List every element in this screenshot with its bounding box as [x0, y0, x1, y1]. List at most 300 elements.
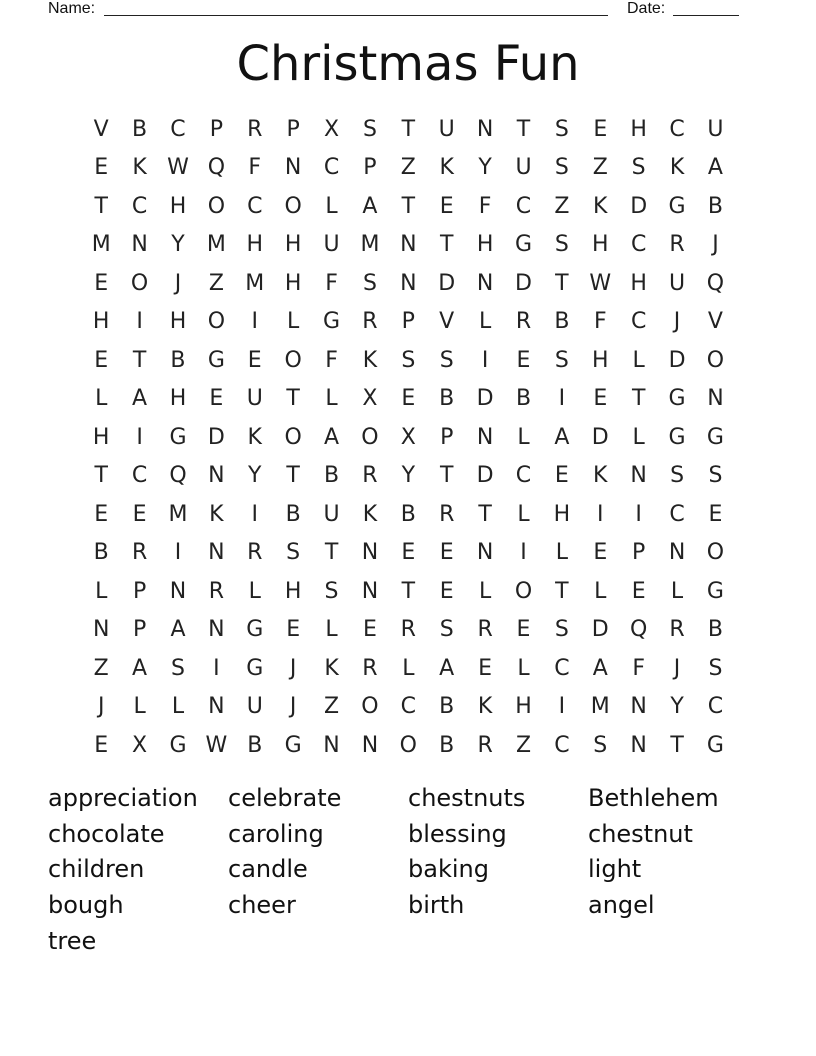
word-list-item: chocolate [48, 819, 165, 848]
grid-letter[interactable]: H [284, 270, 302, 296]
grid-letter[interactable]: S [362, 270, 377, 296]
grid-letter[interactable]: A [707, 155, 723, 181]
grid-letter[interactable]: C [554, 732, 570, 758]
grid-letter[interactable]: M [168, 501, 188, 527]
grid-letter[interactable]: E [708, 501, 723, 527]
grid-letter[interactable]: B [707, 193, 723, 219]
grid-letter[interactable]: N [284, 155, 302, 181]
grid-letter[interactable]: H [169, 386, 187, 412]
grid-letter[interactable]: L [95, 386, 108, 412]
grid-letter[interactable]: L [478, 578, 492, 604]
grid-letter[interactable]: G [323, 309, 341, 335]
grid-letter[interactable]: P [401, 309, 415, 335]
grid-letter[interactable]: J [289, 655, 297, 681]
grid-letter[interactable]: B [515, 386, 532, 412]
grid-letter[interactable]: T [94, 463, 108, 489]
grid-letter[interactable]: J [289, 694, 297, 720]
grid-letter[interactable]: L [171, 694, 185, 720]
grid-letter[interactable]: C [400, 694, 416, 720]
grid-letter[interactable]: P [132, 578, 147, 604]
grid-letter[interactable]: V [93, 116, 109, 142]
grid-letter[interactable]: M [590, 694, 610, 720]
grid-letter[interactable]: Z [554, 193, 570, 219]
grid-letter[interactable]: E [593, 540, 608, 566]
grid-letter[interactable]: O [361, 424, 379, 450]
word-list-item: bough [48, 891, 124, 920]
grid-letter[interactable]: I [558, 694, 566, 720]
grid-letter[interactable]: H [553, 501, 571, 527]
grid-letter[interactable]: C [630, 309, 647, 335]
grid-letter[interactable]: H [169, 309, 187, 335]
grid-letter[interactable]: G [706, 578, 724, 604]
grid-letter[interactable]: T [555, 270, 569, 296]
grid-letter[interactable]: P [440, 424, 454, 450]
grid-letter[interactable]: F [478, 193, 492, 219]
grid-letter[interactable]: W [205, 732, 228, 758]
grid-letter[interactable]: R [247, 116, 263, 142]
grid-letter[interactable]: D [207, 424, 225, 450]
grid-letter[interactable]: J [673, 655, 681, 681]
grid-letter[interactable]: O [706, 347, 725, 373]
grid-letter[interactable]: G [246, 655, 264, 681]
grid-letter[interactable]: O [514, 578, 533, 604]
grid-letter[interactable]: A [554, 424, 570, 450]
grid-letter[interactable]: T [670, 732, 684, 758]
grid-letter[interactable]: E [94, 270, 109, 296]
grid-letter[interactable]: B [400, 501, 416, 527]
grid-letter[interactable]: Y [670, 694, 684, 720]
grid-letter[interactable]: L [402, 655, 415, 681]
grid-letter[interactable]: H [246, 232, 264, 258]
grid-letter[interactable]: I [251, 309, 258, 335]
grid-letter[interactable]: E [439, 193, 454, 219]
grid-letter[interactable]: U [707, 116, 724, 142]
grid-letter[interactable]: G [706, 424, 724, 450]
grid-letter[interactable]: T [439, 463, 454, 489]
word-list-item: light [588, 855, 642, 884]
grid-letter[interactable]: N [208, 463, 225, 489]
grid-letter[interactable]: O [207, 193, 226, 219]
grid-letter[interactable]: K [477, 694, 493, 720]
grid-letter[interactable]: C [630, 232, 647, 258]
grid-letter[interactable]: E [631, 578, 646, 604]
grid-letter[interactable]: N [361, 540, 379, 566]
grid-letter[interactable]: N [208, 694, 225, 720]
grid-letter[interactable]: T [516, 116, 531, 142]
grid-letter[interactable]: X [132, 732, 148, 758]
grid-letter[interactable]: T [401, 116, 416, 142]
grid-letter[interactable]: S [670, 463, 685, 489]
grid-letter[interactable]: G [668, 193, 686, 219]
grid-letter[interactable]: E [94, 155, 109, 181]
grid-letter[interactable]: R [247, 540, 263, 566]
grid-letter[interactable]: I [635, 501, 642, 527]
grid-letter[interactable]: B [439, 694, 455, 720]
grid-letter[interactable]: E [516, 617, 531, 643]
grid-letter[interactable]: I [597, 501, 604, 527]
grid-letter[interactable]: G [169, 424, 187, 450]
grid-letter[interactable]: E [516, 347, 531, 373]
grid-letter[interactable]: E [439, 540, 454, 566]
grid-letter[interactable]: N [630, 732, 647, 758]
grid-letter[interactable]: W [589, 270, 612, 296]
grid-letter[interactable]: L [325, 193, 338, 219]
grid-letter[interactable]: R [439, 501, 455, 527]
grid-letter[interactable]: B [323, 463, 340, 489]
grid-letter[interactable]: R [669, 232, 685, 258]
grid-letter[interactable]: J [673, 309, 681, 335]
grid-letter[interactable]: P [632, 540, 646, 566]
date-field-line[interactable] [673, 15, 739, 16]
grid-letter[interactable]: N [630, 694, 647, 720]
grid-letter[interactable]: A [132, 386, 148, 412]
grid-letter[interactable]: D [476, 463, 494, 489]
grid-letter[interactable]: G [169, 732, 187, 758]
grid-letter[interactable]: R [362, 463, 378, 489]
grid-letter[interactable]: U [323, 501, 340, 527]
grid-letter[interactable]: D [668, 347, 686, 373]
grid-letter[interactable]: T [631, 386, 646, 412]
grid-letter[interactable]: L [325, 617, 338, 643]
grid-letter[interactable]: R [515, 309, 532, 335]
grid-letter[interactable]: F [325, 347, 338, 373]
grid-letter[interactable]: P [209, 116, 223, 142]
grid-letter[interactable]: C [707, 694, 724, 720]
grid-letter[interactable]: B [707, 617, 723, 643]
grid-letter[interactable]: K [247, 424, 262, 450]
grid-letter[interactable]: Z [400, 155, 416, 181]
grid-letter[interactable]: C [247, 193, 263, 219]
grid-letter[interactable]: O [284, 424, 302, 450]
grid-letter[interactable]: T [132, 347, 147, 373]
grid-letter[interactable]: L [517, 501, 530, 527]
grid-letter[interactable]: D [515, 270, 532, 296]
grid-letter[interactable]: J [174, 270, 182, 296]
grid-letter[interactable]: R [400, 617, 416, 643]
grid-letter[interactable]: V [439, 309, 455, 335]
grid-letter[interactable]: K [593, 463, 608, 489]
grid-letter[interactable]: Z [324, 694, 340, 720]
word-list-item: candle [228, 855, 308, 884]
grid-letter[interactable]: S [708, 463, 723, 489]
grid-letter[interactable]: L [478, 309, 492, 335]
word-list-item: tree [48, 926, 97, 955]
grid-letter[interactable]: E [401, 540, 416, 566]
grid-letter[interactable]: H [284, 578, 302, 604]
grid-letter[interactable]: E [478, 655, 493, 681]
grid-letter[interactable]: M [206, 232, 226, 258]
grid-letter[interactable]: C [515, 193, 532, 219]
grid-letter[interactable]: X [400, 424, 416, 450]
grid-letter[interactable]: H [169, 193, 187, 219]
grid-letter[interactable]: A [132, 655, 148, 681]
grid-letter[interactable]: Y [248, 463, 262, 489]
grid-letter[interactable]: N [630, 463, 647, 489]
grid-letter[interactable]: N [668, 540, 686, 566]
grid-letter[interactable]: D [438, 270, 456, 296]
grid-letter[interactable]: H [592, 232, 609, 258]
grid-letter[interactable]: T [286, 463, 300, 489]
grid-letter[interactable]: Z [592, 155, 608, 181]
grid-letter[interactable]: A [324, 424, 340, 450]
grid-letter[interactable]: L [517, 424, 530, 450]
grid-letter[interactable]: C [170, 116, 186, 142]
grid-letter[interactable]: U [246, 694, 263, 720]
grid-letter[interactable]: O [706, 540, 725, 566]
grid-letter[interactable]: O [399, 732, 417, 758]
grid-letter[interactable]: K [439, 155, 454, 181]
grid-letter[interactable]: H [630, 270, 647, 296]
grid-letter[interactable]: H [92, 424, 110, 450]
grid-letter[interactable]: Y [401, 463, 416, 489]
grid-letter[interactable]: M [91, 232, 111, 258]
grid-letter[interactable]: E [247, 347, 262, 373]
grid-letter[interactable]: S [286, 540, 301, 566]
grid-letter[interactable]: G [284, 732, 302, 758]
grid-letter[interactable]: N [361, 732, 379, 758]
grid-letter[interactable]: M [360, 232, 380, 258]
grid-letter[interactable]: I [558, 386, 566, 412]
grid-letter[interactable]: J [97, 694, 105, 720]
grid-letter[interactable]: S [439, 617, 454, 643]
grid-letter[interactable]: G [246, 617, 264, 643]
grid-letter[interactable]: T [555, 578, 569, 604]
grid-letter[interactable]: T [324, 540, 339, 566]
grid-letter[interactable]: Z [515, 732, 532, 758]
grid-letter[interactable]: K [362, 347, 378, 373]
grid-letter[interactable]: Y [171, 232, 185, 258]
grid-letter[interactable]: D [630, 193, 648, 219]
grid-letter[interactable]: P [132, 617, 147, 643]
grid-letter[interactable]: L [632, 424, 645, 450]
grid-letter[interactable]: T [439, 232, 454, 258]
name-field-line[interactable] [104, 15, 608, 16]
word-list-item: celebrate [228, 784, 342, 812]
grid-letter[interactable]: L [95, 578, 108, 604]
grid-letter[interactable]: Z [93, 655, 109, 681]
grid-letter[interactable]: T [401, 578, 416, 604]
grid-letter[interactable]: R [131, 540, 148, 566]
grid-letter[interactable]: F [632, 655, 645, 681]
grid-letter[interactable]: O [284, 347, 302, 373]
word-list-item: appreciation [48, 784, 198, 812]
grid-letter[interactable]: C [131, 463, 148, 489]
grid-letter[interactable]: W [167, 155, 189, 181]
grid-letter[interactable]: S [593, 732, 608, 758]
grid-letter[interactable]: S [401, 347, 416, 373]
grid-letter[interactable]: E [132, 501, 147, 527]
grid-letter[interactable]: S [324, 578, 339, 604]
grid-letter[interactable]: D [591, 424, 609, 450]
grid-letter[interactable]: B [247, 732, 263, 758]
grid-letter[interactable]: O [207, 309, 226, 335]
grid-letter[interactable]: S [554, 116, 569, 142]
grid-letter[interactable]: B [554, 309, 570, 335]
grid-letter[interactable]: L [248, 578, 261, 604]
grid-letter[interactable]: E [286, 617, 301, 643]
grid-letter[interactable]: F [248, 155, 262, 181]
grid-letter[interactable]: B [132, 116, 148, 142]
grid-letter[interactable]: H [515, 694, 532, 720]
grid-letter[interactable]: P [363, 155, 377, 181]
grid-letter[interactable]: S [362, 116, 377, 142]
grid-letter[interactable]: O [361, 694, 379, 720]
grid-letter[interactable]: I [251, 501, 258, 527]
grid-letter[interactable]: K [669, 155, 685, 181]
grid-letter[interactable]: A [592, 655, 608, 681]
grid-letter[interactable]: T [401, 193, 416, 219]
grid-letter[interactable]: E [401, 386, 416, 412]
word-list-item: angel [588, 891, 655, 920]
grid-letter[interactable]: E [94, 732, 109, 758]
grid-letter[interactable]: N [400, 270, 417, 296]
grid-letter[interactable]: K [593, 193, 608, 219]
grid-letter[interactable]: F [593, 309, 607, 335]
grid-letter[interactable]: Q [630, 617, 648, 643]
grid-letter[interactable]: R [669, 617, 685, 643]
grid-letter[interactable]: J [712, 232, 719, 258]
grid-letter[interactable]: N [323, 732, 340, 758]
grid-letter[interactable]: N [476, 116, 494, 142]
grid-letter[interactable]: K [209, 501, 224, 527]
grid-letter[interactable]: E [362, 617, 377, 643]
grid-letter[interactable]: N [208, 617, 225, 643]
grid-letter[interactable]: S [708, 655, 723, 681]
grid-letter[interactable]: C [554, 655, 570, 681]
grid-letter[interactable]: C [669, 501, 685, 527]
grid-letter[interactable]: G [706, 732, 724, 758]
grid-letter[interactable]: S [554, 617, 569, 643]
grid-letter[interactable]: C [323, 155, 340, 181]
grid-letter[interactable]: R [362, 309, 378, 335]
grid-letter[interactable]: L [133, 694, 146, 720]
grid-letter[interactable]: X [362, 386, 378, 412]
grid-letter[interactable]: N [169, 578, 187, 604]
grid-letter[interactable]: F [325, 270, 338, 296]
grid-letter[interactable]: P [286, 116, 300, 142]
grid-letter[interactable]: N [476, 424, 494, 450]
grid-letter[interactable]: Y [478, 155, 492, 181]
grid-letter[interactable]: G [207, 347, 225, 373]
grid-letter[interactable]: K [132, 155, 147, 181]
grid-letter[interactable]: I [520, 540, 527, 566]
grid-letter[interactable]: E [94, 347, 109, 373]
grid-letter[interactable]: E [94, 501, 109, 527]
grid-letter[interactable]: N [92, 617, 110, 643]
grid-letter[interactable]: N [131, 232, 148, 258]
grid-letter[interactable]: E [593, 116, 608, 142]
grid-letter[interactable]: M [245, 270, 265, 296]
grid-letter[interactable]: H [476, 232, 494, 258]
grid-letter[interactable]: U [515, 155, 532, 181]
grid-letter[interactable]: L [555, 540, 569, 566]
grid-letter[interactable]: G [514, 232, 533, 258]
grid-letter[interactable]: S [631, 155, 646, 181]
grid-letter[interactable]: C [515, 463, 532, 489]
grid-letter[interactable]: K [324, 655, 339, 681]
grid-letter[interactable]: Q [169, 463, 187, 489]
grid-letter[interactable]: D [591, 617, 609, 643]
grid-letter[interactable]: H [92, 309, 110, 335]
grid-letter[interactable]: D [476, 386, 494, 412]
grid-letter[interactable]: L [632, 347, 645, 373]
grid-letter[interactable]: S [170, 655, 185, 681]
grid-letter[interactable]: E [209, 386, 224, 412]
grid-letter[interactable]: H [592, 347, 609, 373]
grid-letter[interactable]: O [284, 193, 302, 219]
grid-letter[interactable]: U [246, 386, 263, 412]
grid-letter[interactable]: R [362, 655, 378, 681]
grid-letter[interactable]: B [439, 732, 455, 758]
grid-letter[interactable]: Q [207, 155, 226, 181]
grid-letter[interactable]: I [174, 540, 182, 566]
grid-letter[interactable]: U [669, 270, 686, 296]
grid-letter[interactable]: L [325, 386, 338, 412]
grid-letter[interactable]: S [554, 347, 569, 373]
grid-letter[interactable]: G [668, 386, 686, 412]
grid-letter[interactable]: T [286, 386, 300, 412]
grid-letter[interactable]: B [170, 347, 186, 373]
grid-letter[interactable]: G [668, 424, 686, 450]
grid-letter[interactable]: E [554, 463, 569, 489]
grid-letter[interactable]: H [284, 232, 302, 258]
grid-letter[interactable]: N [361, 578, 379, 604]
grid-letter[interactable]: K [362, 501, 378, 527]
grid-letter[interactable]: Q [706, 270, 725, 296]
grid-letter[interactable]: R [477, 617, 493, 643]
grid-letter[interactable]: N [476, 270, 494, 296]
grid-letter[interactable]: N [400, 232, 417, 258]
grid-letter[interactable]: Z [208, 270, 224, 296]
grid-letter[interactable]: N [707, 386, 724, 412]
grid-letter[interactable]: R [208, 578, 225, 604]
grid-letter[interactable]: I [136, 424, 143, 450]
grid-letter[interactable]: U [323, 232, 340, 258]
grid-letter[interactable]: N [208, 540, 225, 566]
grid-letter[interactable]: X [324, 116, 340, 142]
grid-letter[interactable]: A [170, 617, 186, 643]
grid-letter[interactable]: V [707, 309, 723, 335]
grid-letter[interactable]: L [517, 655, 530, 681]
grid-letter[interactable]: I [481, 347, 489, 373]
grid-letter[interactable]: A [439, 655, 455, 681]
grid-letter[interactable]: S [554, 232, 569, 258]
grid-letter[interactable]: E [439, 578, 454, 604]
grid-letter[interactable]: L [287, 309, 300, 335]
grid-letter[interactable]: L [594, 578, 607, 604]
grid-letter[interactable]: O [130, 270, 149, 296]
grid-letter[interactable]: S [439, 347, 454, 373]
grid-letter[interactable]: N [476, 540, 494, 566]
grid-letter[interactable]: T [94, 193, 108, 219]
grid-letter[interactable]: H [630, 116, 647, 142]
grid-letter[interactable]: T [478, 501, 492, 527]
grid-letter[interactable]: R [477, 732, 493, 758]
grid-letter[interactable]: I [136, 309, 143, 335]
grid-letter[interactable]: L [670, 578, 684, 604]
grid-letter[interactable]: B [439, 386, 455, 412]
grid-letter[interactable]: E [593, 386, 608, 412]
grid-letter[interactable]: U [438, 116, 455, 142]
grid-letter[interactable]: C [669, 116, 685, 142]
grid-letter[interactable]: B [285, 501, 301, 527]
date-label: Date: [627, 0, 666, 17]
grid-letter[interactable]: C [131, 193, 148, 219]
grid-letter[interactable]: B [93, 540, 109, 566]
grid-letter[interactable]: A [362, 193, 378, 219]
grid-letter[interactable]: S [554, 155, 569, 181]
grid-letter[interactable]: I [213, 655, 220, 681]
